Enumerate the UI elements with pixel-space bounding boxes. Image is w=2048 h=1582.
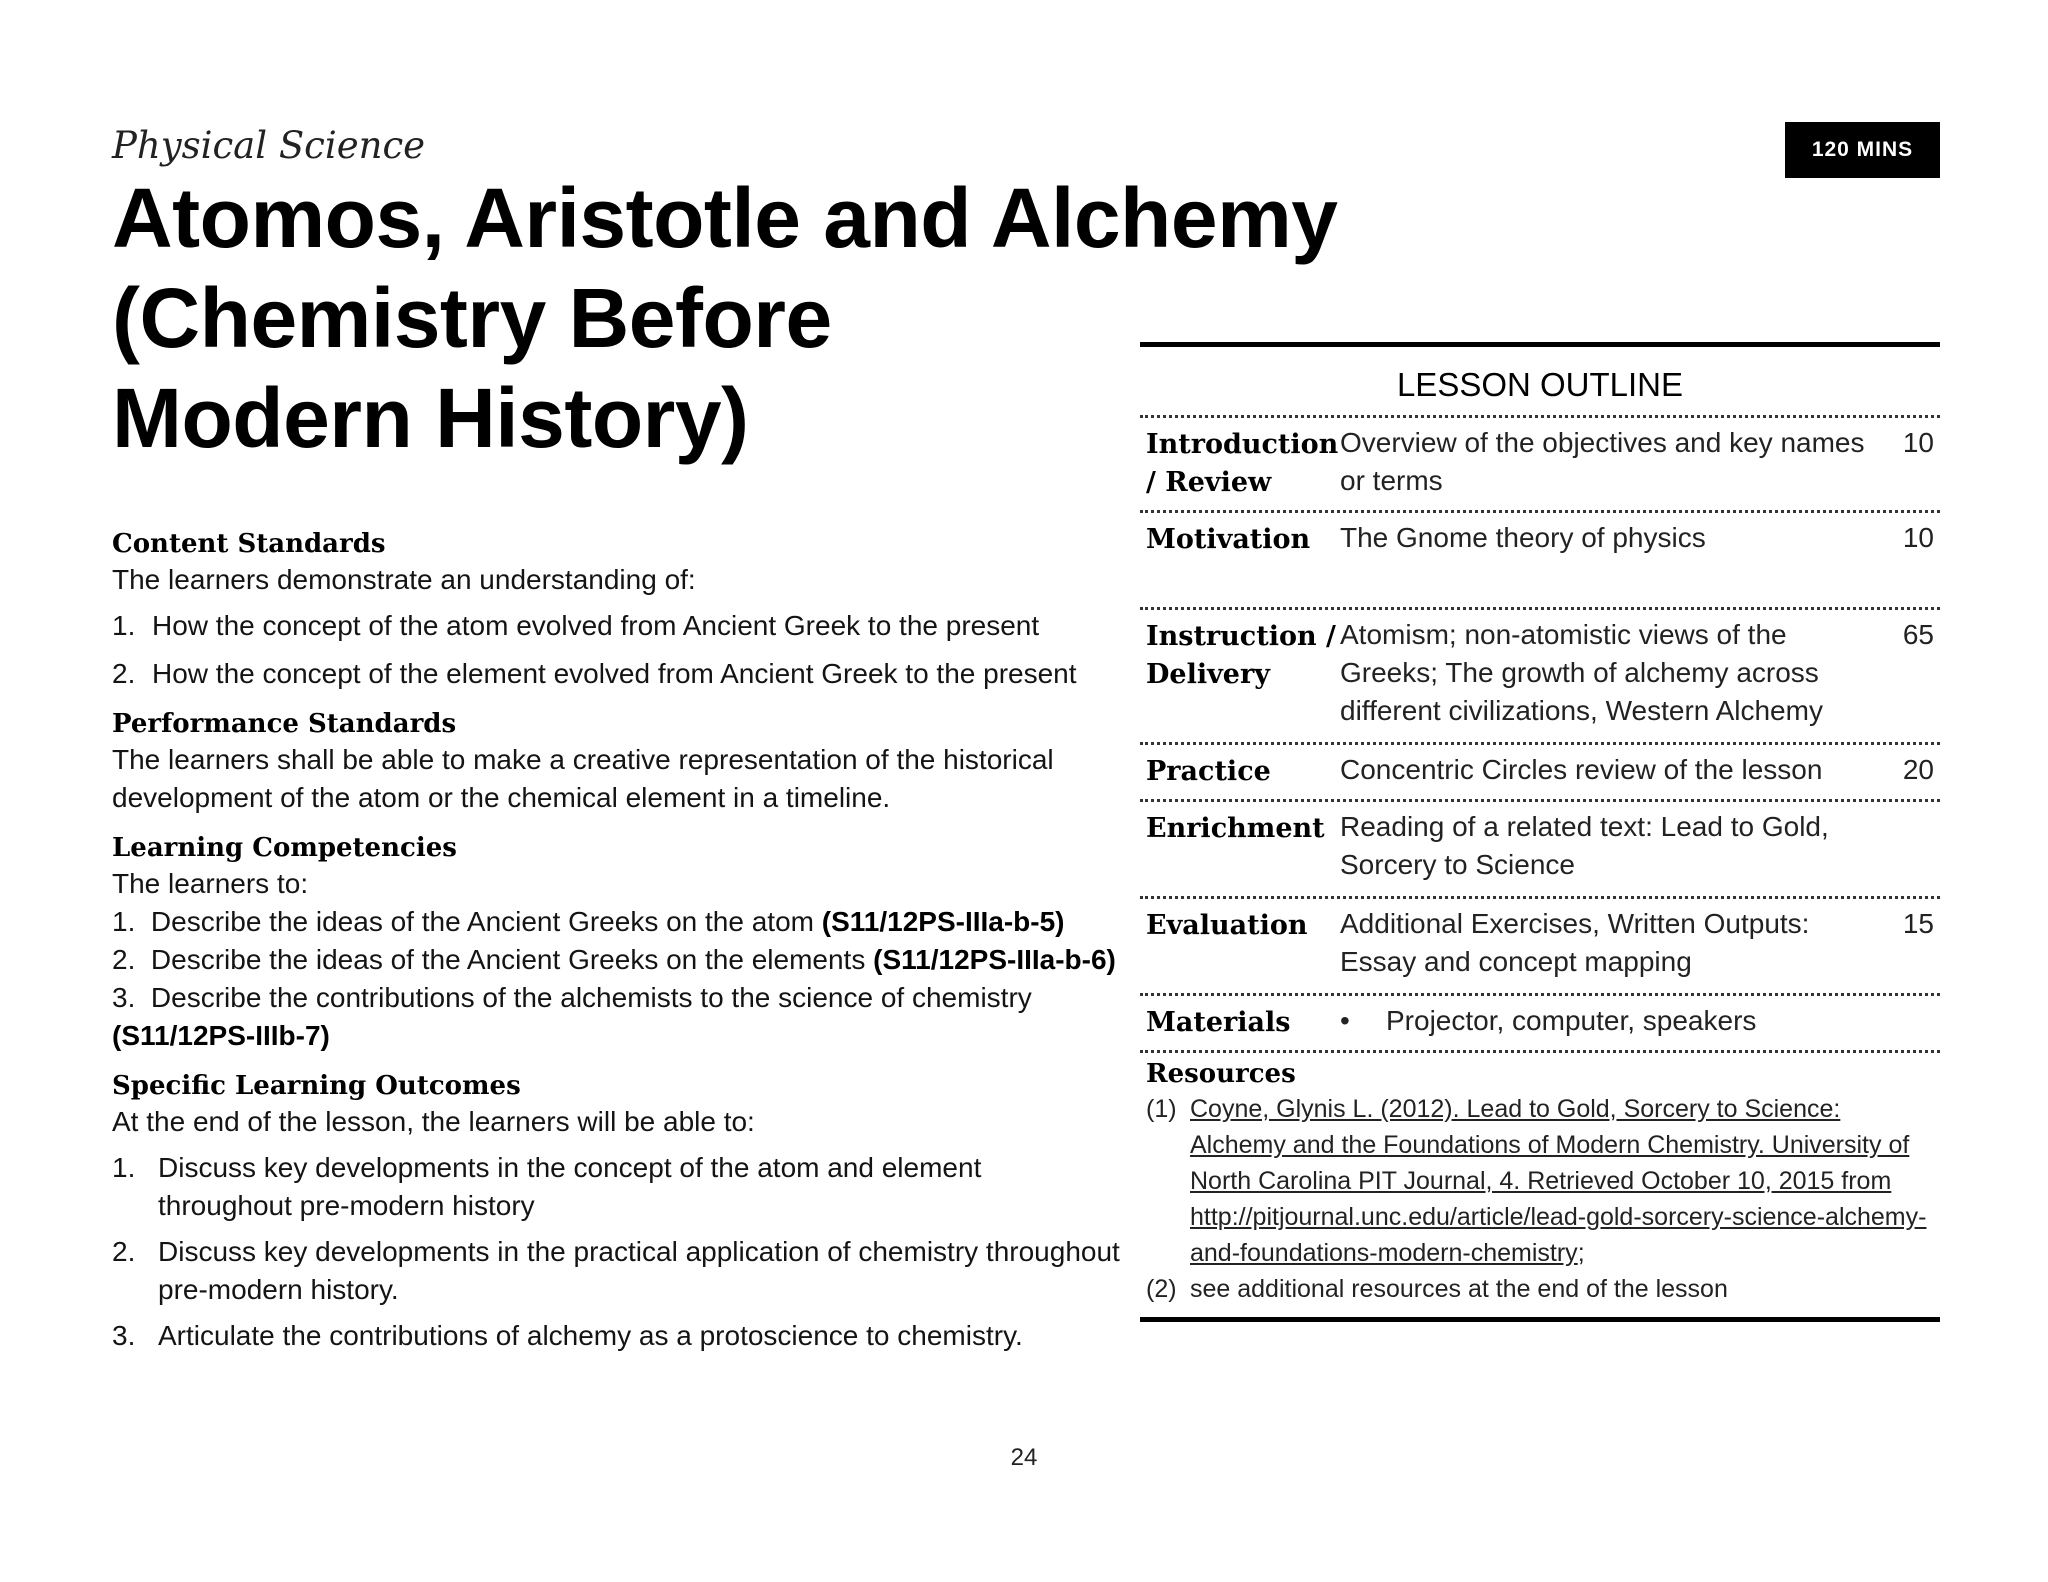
competency-code: (S11/12PS-IIIa-b-5) xyxy=(821,906,1065,937)
competency-item xyxy=(112,941,1122,979)
list-item xyxy=(112,1149,1122,1225)
outline-description: Reading of a related text: Lead to Gold, Sorcery to Science xyxy=(1340,811,1829,880)
resources-heading: Resources xyxy=(1146,1059,1296,1089)
outline-phase: Practice xyxy=(1146,756,1271,787)
performance-standards-heading: Performance Standards xyxy=(112,709,457,739)
outline-description: The Gnome theory of physics xyxy=(1340,522,1706,553)
outline-row xyxy=(1140,742,1940,799)
outline-description: Concentric Circles review of the lesson xyxy=(1340,754,1823,785)
lesson-outline-table xyxy=(1140,342,1940,1322)
list-text: Describe the ideas of the Ancient Greeks on the elements xyxy=(150,944,866,975)
outline-row xyxy=(1140,510,1940,607)
list-text: Describe the contributions of the alchemists to the science of chemistry xyxy=(150,982,1032,1013)
outline-phase: Enrichment xyxy=(1146,813,1325,844)
content-standards-heading: Content Standards xyxy=(112,529,386,559)
outline-minutes: 10 xyxy=(1902,427,1934,458)
list-number: 2. xyxy=(112,944,136,975)
title-line: Atomos, Aristotle and Alchemy xyxy=(112,171,1338,265)
outline-row xyxy=(1140,799,1940,896)
resource-text: see additional resources at the end of the lesson xyxy=(1190,1275,1728,1303)
resource-suffix: ; xyxy=(1577,1239,1585,1267)
outline-minutes xyxy=(1872,996,1940,1050)
specific-outcomes-list xyxy=(112,1149,1122,1355)
content-standards-intro: The learners demonstrate an understanding of: xyxy=(112,564,696,595)
outline-minutes: 10 xyxy=(1902,522,1934,553)
bullet-icon: • xyxy=(1340,1005,1350,1036)
learning-competencies-intro: The learners to: xyxy=(112,868,309,899)
list-text: Describe the ideas of the Ancient Greeks on the atom xyxy=(150,906,814,937)
list-item xyxy=(112,1233,1122,1309)
list-text: Discuss key developments in the practical application of chemistry throughout pre-modern history. xyxy=(158,1236,1120,1305)
list-item xyxy=(112,655,1122,693)
materials-text: Projector, computer, speakers xyxy=(1386,1005,1757,1036)
resource-text xyxy=(1190,1091,1940,1271)
outline-row xyxy=(1140,896,1940,993)
list-number: 3. xyxy=(112,1320,136,1351)
resource-link[interactable]: Coyne, Glynis L. (2012). Lead to Gold, Sorcery to Science: Alchemy and the Foundations of Modern Chemistry. University of North Carolina PIT Journal, 4. Retrieved October 10, 2015 from http://pitjournal.unc.edu/article/lead-gold-sorcery-science-alchemy-and-foundations-modern-chemistry xyxy=(1190,1095,1927,1267)
list-number: 1. xyxy=(112,1152,136,1183)
resources-section xyxy=(1140,1050,1940,1317)
resource-item xyxy=(1146,1091,1940,1271)
outline-bottom-rule xyxy=(1140,1317,1940,1322)
resource-number: (1) xyxy=(1146,1095,1177,1123)
outline-phase: Materials xyxy=(1146,1007,1291,1038)
list-number: 3. xyxy=(112,982,136,1013)
title-line: Modern History) xyxy=(112,371,749,465)
specific-outcomes-heading: Specific Learning Outcomes xyxy=(112,1071,521,1101)
specific-outcomes-intro: At the end of the lesson, the learners will be able to: xyxy=(112,1106,755,1137)
outline-description: Additional Exercises, Written Outputs: Essay and concept mapping xyxy=(1340,908,1810,977)
learning-competencies-heading: Learning Competencies xyxy=(112,833,457,863)
page-number: 24 xyxy=(1010,1444,1038,1471)
outline-phase: Evaluation xyxy=(1146,910,1308,941)
outline-phase: Instruction / Delivery xyxy=(1146,621,1336,690)
competency-item xyxy=(112,979,1122,1055)
outline-minutes: 20 xyxy=(1902,754,1934,785)
resource-number: (2) xyxy=(1146,1275,1177,1303)
list-number: 1. xyxy=(112,906,136,937)
outline-row xyxy=(1140,607,1940,742)
list-text: How the concept of the element evolved from Ancient Greek to the present xyxy=(152,658,1077,689)
list-number: 1. xyxy=(112,610,136,641)
duration-badge: 120 MINS xyxy=(1785,122,1940,178)
list-text: Discuss key developments in the concept of the atom and element throughout pre-modern history xyxy=(158,1152,982,1221)
list-text: Articulate the contributions of alchemy as a protoscience to chemistry. xyxy=(158,1320,1023,1351)
list-item xyxy=(112,607,1122,645)
content-standards-list xyxy=(112,607,1122,693)
list-text: How the concept of the atom evolved from Ancient Greek to the present xyxy=(152,610,1040,641)
subject-label: Physical Science xyxy=(112,124,426,167)
outline-row xyxy=(1140,993,1940,1050)
outline-minutes: 15 xyxy=(1902,908,1934,939)
standards-column xyxy=(112,527,1122,1355)
competency-item xyxy=(112,903,1122,941)
list-number: 2. xyxy=(112,1236,136,1267)
list-item xyxy=(112,1317,1122,1355)
outline-description: Atomism; non-atomistic views of the Greeks; The growth of alchemy across different civilizations, Western Alchemy xyxy=(1340,619,1823,726)
outline-phase: Introduction / Review xyxy=(1146,429,1339,498)
competency-code: (S11/12PS-IIIa-b-6) xyxy=(873,944,1116,975)
resource-item xyxy=(1146,1271,1940,1307)
outline-description xyxy=(1340,996,1872,1050)
outline-minutes xyxy=(1872,802,1940,896)
outline-heading: LESSON OUTLINE xyxy=(1396,366,1684,403)
outline-minutes: 65 xyxy=(1902,619,1934,650)
competency-code: (S11/12PS-IIIb-7) xyxy=(112,1020,330,1051)
title-line: (Chemistry Before xyxy=(112,271,832,365)
performance-standards-text: The learners shall be able to make a creative representation of the historical development of the atom or the chemical element in a timeline. xyxy=(112,744,1054,813)
outline-row xyxy=(1140,415,1940,510)
list-number: 2. xyxy=(112,658,136,689)
outline-phase: Motivation xyxy=(1146,524,1311,555)
outline-description: Overview of the objectives and key names or terms xyxy=(1340,427,1865,496)
